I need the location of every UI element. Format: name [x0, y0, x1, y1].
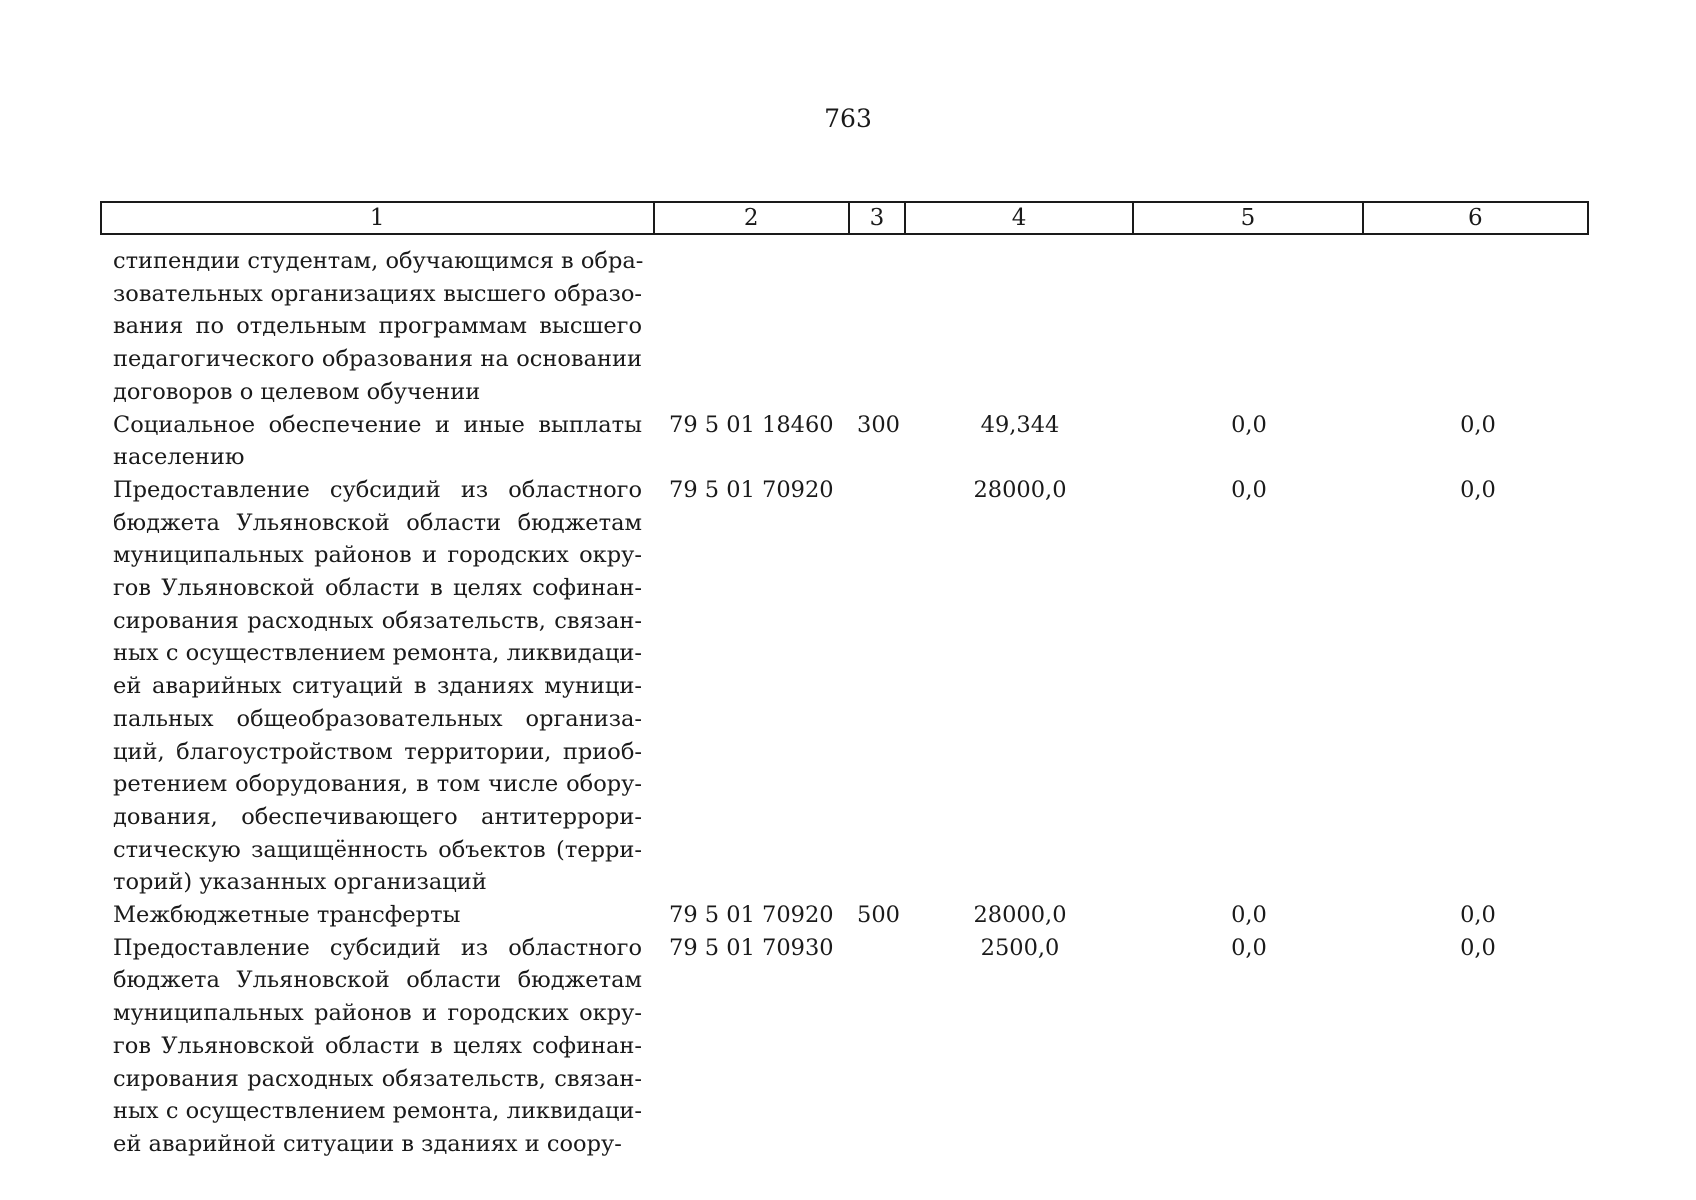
row-description-line: Предоставление субсидий из областного — [113, 476, 642, 503]
row-value-col-4: 28000,0 — [973, 902, 1067, 928]
row-description-line: ей аварийной ситуации в зданиях и соору- — [113, 1130, 622, 1157]
row-description-line: договоров о целевом обучении — [113, 378, 481, 405]
row-description-line: дования, обеспечивающего антитеррори- — [113, 803, 642, 830]
row-target-code: 79 5 01 70920 — [669, 476, 834, 503]
row-description-line: бюджета Ульяновской области бюджетам — [113, 967, 642, 994]
header-col-3: 3 — [848, 203, 904, 233]
row-expense-type: 500 — [857, 902, 900, 928]
row-value-col-6: 0,0 — [1460, 934, 1496, 961]
row-expense-type: 300 — [857, 411, 900, 438]
row-value-col-6: 0,0 — [1460, 476, 1496, 503]
row-value-col-4: 28000,0 — [973, 476, 1067, 503]
row-target-code: 79 5 01 70920 — [669, 902, 834, 928]
row-description-line: торий) указанных организаций — [113, 869, 487, 896]
row-description-line: пальных общеобразовательных организа- — [113, 705, 642, 732]
row-target-code: 79 5 01 18460 — [669, 411, 834, 438]
row-value-col-4: 2500,0 — [980, 934, 1060, 961]
row-value-col-5: 0,0 — [1231, 411, 1267, 438]
row-description-line: ций, благоустройством территории, приоб- — [113, 738, 642, 765]
row-description-line: зовательных организациях высшего образо- — [113, 280, 642, 307]
row-description-line: стическую защищённость объектов (терри- — [113, 836, 642, 863]
row-description-line: ретением оборудования, в том числе обору- — [113, 771, 642, 798]
row-description-line: ей аварийных ситуаций в зданиях муници- — [113, 673, 642, 700]
row-value-col-6: 0,0 — [1460, 411, 1496, 438]
row-value-col-6: 0,0 — [1460, 902, 1496, 928]
header-col-1: 1 — [369, 205, 385, 231]
row-description-line: муниципальных районов и городских окру- — [113, 542, 642, 569]
row-description-line: педагогического образования на основании — [113, 346, 642, 373]
header-col-5: 5 — [1132, 203, 1361, 233]
page-number: 763 — [824, 104, 872, 133]
row-description-line: ных с осуществлением ремонта, ликвидаци- — [113, 1098, 642, 1125]
row-target-code: 79 5 01 70930 — [669, 934, 834, 961]
header-col-4: 4 — [904, 203, 1132, 233]
row-description-line: Предоставление субсидий из областного — [113, 934, 642, 961]
row-description-line: сирования расходных обязательств, связан- — [113, 1065, 642, 1092]
row-value-col-5: 0,0 — [1231, 476, 1267, 503]
row-value-col-5: 0,0 — [1231, 934, 1267, 961]
row-value-col-5: 0,0 — [1231, 902, 1267, 928]
row-value-col-4: 49,344 — [980, 411, 1060, 438]
row-description-line: гов Ульяновской области в целях софинан- — [113, 575, 642, 601]
row-description-line: сирования расходных обязательств, связан- — [113, 607, 642, 634]
row-description-line: ных с осуществлением ремонта, ликвидаци- — [113, 640, 642, 667]
row-description-line: гов Ульяновской области в целях софинан- — [113, 1032, 642, 1059]
header-col-6: 6 — [1362, 203, 1587, 233]
row-description-line: муниципальных районов и городских окру- — [113, 1000, 642, 1027]
header-col-2: 2 — [653, 203, 848, 233]
row-description-line: населению — [113, 444, 245, 471]
row-description-line: вания по отдельным программам высшего — [113, 313, 642, 340]
row-description-line: стипендии студентам, обучающимся в обра- — [113, 248, 644, 274]
row-description-line: бюджета Ульяновской области бюджетам — [113, 509, 642, 536]
row-description-line: Межбюджетные трансферты — [113, 902, 461, 928]
row-description-line: Социальное обеспечение и иные выплаты — [113, 411, 642, 438]
table-header-row — [100, 201, 1589, 235]
